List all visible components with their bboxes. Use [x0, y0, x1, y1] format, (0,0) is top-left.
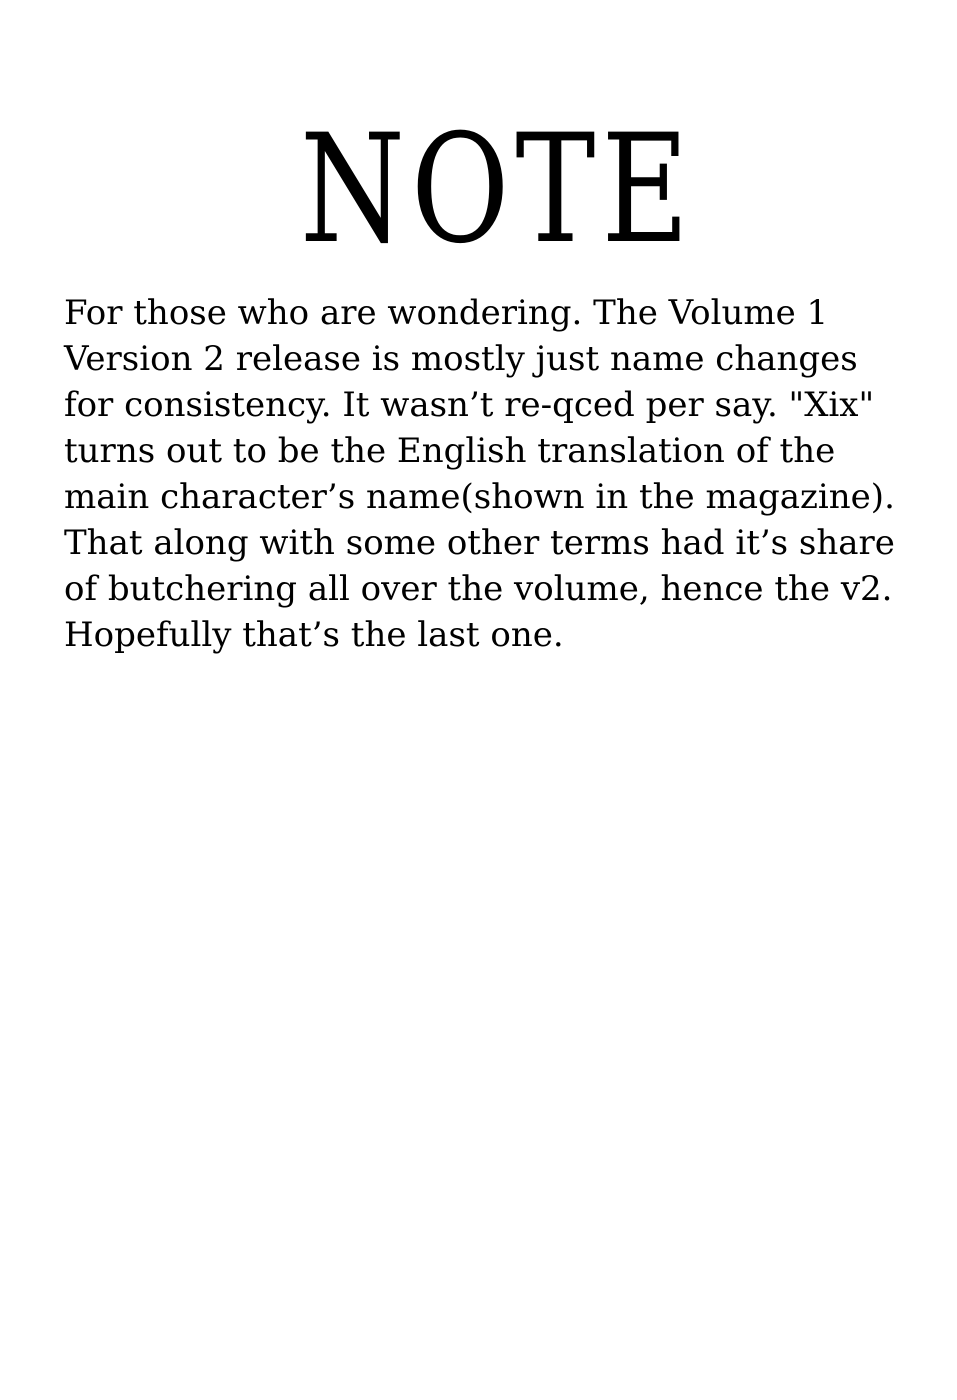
- note-line: For those who are wondering. The Volume 1: [64, 293, 829, 333]
- note-line: That along with some other terms had it’s share: [64, 523, 895, 563]
- note-line: turns out to be the English translation of the: [64, 431, 836, 471]
- note-line: of butchering all over the volume, hence the v2.: [64, 569, 893, 609]
- note-line: Version 2 release is mostly just name changes: [64, 339, 858, 379]
- page-title: NOTE: [300, 103, 696, 278]
- note-body: [64, 290, 944, 658]
- note-line: main character’s name(shown in the magazine).: [64, 477, 895, 517]
- note-line: for consistency. It wasn’t re-qced per say. "Xix": [64, 385, 875, 425]
- note-line: Hopefully that’s the last one.: [64, 615, 564, 655]
